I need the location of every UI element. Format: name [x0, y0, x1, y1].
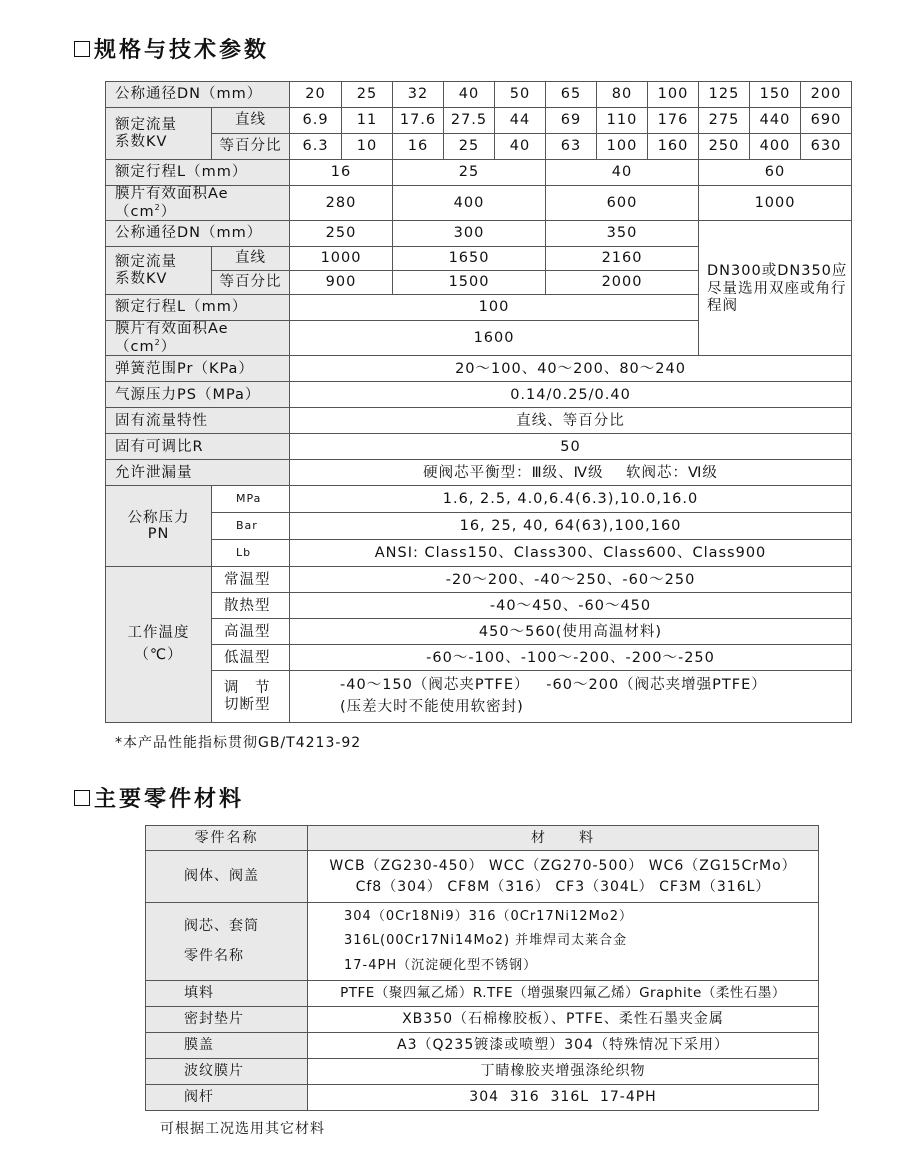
temp-type: 低温型 [212, 645, 290, 671]
table-row-leak [106, 460, 852, 486]
stroke2-label: 额定行程L（mm） [106, 295, 290, 321]
temp-value: -60～-100、-100～-200、-200～-250 [290, 645, 852, 671]
material-line: Cf8（304） CF8M（316） CF3（304L） CF3M（316L） [355, 878, 771, 895]
temp-type: 高温型 [212, 619, 290, 645]
kv2-cell: 1000 [290, 247, 393, 271]
section-title-text: 主要零件材料 [94, 787, 245, 812]
dn-cell: 100 [648, 82, 699, 108]
dn-cell: 20 [290, 82, 342, 108]
table-row [146, 851, 819, 903]
table-row-air [106, 382, 852, 408]
stroke-cell: 60 [699, 160, 852, 186]
kv-cell: 400 [750, 134, 801, 160]
stroke-cell: 40 [546, 160, 699, 186]
part-name: 膜盖 [146, 1033, 308, 1059]
spring-label: 弹簧范围Pr（KPa） [106, 356, 290, 382]
pn-unit: Bar [212, 513, 290, 540]
table-row-temp [106, 593, 852, 619]
material-value: 304 316 316L 17-4PH [308, 1085, 819, 1111]
kv2-cell: 2160 [546, 247, 699, 271]
table-row-temp [106, 567, 852, 593]
material-value [308, 903, 819, 981]
spec-table [105, 81, 852, 723]
part-name: 填料 [146, 981, 308, 1007]
table-row-pn [106, 486, 852, 513]
dn-cell: 150 [750, 82, 801, 108]
stroke2-cell: 100 [290, 295, 699, 321]
table-row-pn [106, 540, 852, 567]
kv-cell: 63 [546, 134, 597, 160]
dn-cell: 200 [801, 82, 852, 108]
air-label: 气源压力PS（MPa） [106, 382, 290, 408]
table-row [146, 1059, 819, 1085]
kv-cell: 17.6 [393, 108, 444, 134]
kv-cell: 27.5 [444, 108, 495, 134]
dn-cell: 65 [546, 82, 597, 108]
material-value: PTFE（聚四氟乙烯）R.TFE（增强聚四氟乙烯）Graphite（柔性石墨） [308, 981, 819, 1007]
checkbox-square-icon [74, 790, 90, 806]
part-name: 波纹膜片 [146, 1059, 308, 1085]
table-header-row [146, 826, 819, 851]
dn-cell: 125 [699, 82, 750, 108]
header-material: 材 料 [308, 826, 819, 851]
material-value: A3（Q235镀漆或喷塑）304（特殊情况下采用） [308, 1033, 819, 1059]
kv-cell: 16 [393, 134, 444, 160]
dn2-label: 公称通径DN（mm） [106, 221, 290, 247]
area-label: 膜片有效面积$Ae(cm^2)$ [106, 186, 290, 221]
table-row [146, 903, 819, 981]
temp-type: 散热型 [212, 593, 290, 619]
range-value: 50 [290, 434, 852, 460]
temp-value: 450～560(使用高温材料) [290, 619, 852, 645]
table-row-flowchar [106, 408, 852, 434]
cutoff-type: 调 节 切断型 [212, 671, 290, 723]
kv-cell: 110 [597, 108, 648, 134]
eqp-label: 等百分比 [212, 271, 290, 295]
eqp-label: 等百分比 [212, 134, 290, 160]
area-cell: 1000 [699, 186, 852, 221]
table-row-stroke [106, 160, 852, 186]
table-row-kv-linear [106, 108, 852, 134]
temp-label: 工作温度 （℃） [106, 567, 212, 723]
table-row-kv-eqp [106, 134, 852, 160]
stroke-label: 额定行程L（mm） [106, 160, 290, 186]
kv-cell: 6.9 [290, 108, 342, 134]
kv-label: 额定流量 系数KV [106, 108, 212, 160]
dn300-note: DN300或DN350应尽量选用双座或角行程阀 [699, 221, 852, 356]
table-row [146, 1085, 819, 1111]
table-row-range [106, 434, 852, 460]
kv-cell: 630 [801, 134, 852, 160]
dn-cell: 80 [597, 82, 648, 108]
table-row-dn2 [106, 221, 852, 247]
kv-cell: 690 [801, 108, 852, 134]
dn-cell: 40 [444, 82, 495, 108]
table-row-dn [106, 82, 852, 108]
flowchar-label: 固有流量特性 [106, 408, 290, 434]
section-title-spec [74, 33, 269, 64]
kv-cell: 10 [342, 134, 393, 160]
kv-cell: 11 [342, 108, 393, 134]
material-value [308, 851, 819, 903]
flowchar-value: 直线、等百分比 [290, 408, 852, 434]
area2-label: 膜片有效面积$Ae(cm^2)$ [106, 321, 290, 356]
table-row [146, 1007, 819, 1033]
linear-label: 直线 [212, 247, 290, 271]
kv-cell: 69 [546, 108, 597, 134]
temp-value: -40～450、-60～450 [290, 593, 852, 619]
kv2-cell: 1500 [393, 271, 546, 295]
part-name: 阀杆 [146, 1085, 308, 1111]
material-value: 丁睛橡胶夹增强涤纶织物 [308, 1059, 819, 1085]
dn2-cell: 250 [290, 221, 393, 247]
dn2-cell: 350 [546, 221, 699, 247]
pn-label: 公称压力 PN [106, 486, 212, 567]
temp-type: 常温型 [212, 567, 290, 593]
kv-cell: 176 [648, 108, 699, 134]
dn-cell: 32 [393, 82, 444, 108]
dn-cell: 50 [495, 82, 546, 108]
pn-value: ANSI: Class150、Class300、Class600、Class900 [290, 540, 852, 567]
kv-cell: 440 [750, 108, 801, 134]
kv-cell: 160 [648, 134, 699, 160]
material-line: 316L(00Cr17Ni14Mo2) 并堆焊司太莱合金 [344, 933, 628, 949]
pn-unit: MPa [212, 486, 290, 513]
table-row-area [106, 186, 852, 221]
dn-label: 公称通径DN（mm） [106, 82, 290, 108]
cutoff-value: -40～150（阀芯夹PTFE） -60～200（阀芯夹增强PTFE） (压差大时不能使用软密封) [290, 671, 852, 723]
kv2-cell: 1650 [393, 247, 546, 271]
pn-unit: Lb [212, 540, 290, 567]
kv2-label: 额定流量 系数KV [106, 247, 212, 295]
spring-value: 20～100、40～200、80～240 [290, 356, 852, 382]
table-row [146, 981, 819, 1007]
material-line: WCB（ZG230-450） WCC（ZG270-500） WC6（ZG15CrMo） [329, 858, 797, 875]
dn-cell: 25 [342, 82, 393, 108]
air-value: 0.14/0.25/0.40 [290, 382, 852, 408]
table-row-cutoff [106, 671, 852, 723]
linear-label: 直线 [212, 108, 290, 134]
area-cell: 400 [393, 186, 546, 221]
part-name: 密封垫片 [146, 1007, 308, 1033]
footer-note: 可根据工况选用其它材料 [160, 1121, 325, 1137]
table-row-temp [106, 645, 852, 671]
dn2-cell: 300 [393, 221, 546, 247]
stroke-cell: 16 [290, 160, 393, 186]
table-row-pn [106, 513, 852, 540]
kv-cell: 40 [495, 134, 546, 160]
kv-cell: 100 [597, 134, 648, 160]
table-row [146, 1033, 819, 1059]
material-line: 304（0Cr18Ni9）316（0Cr17Ni12Mo2） [344, 909, 634, 925]
kv-cell: 6.3 [290, 134, 342, 160]
part-name: 阀体、阀盖 [146, 851, 308, 903]
material-line: 17-4PH（沉淀硬化型不锈钢） [344, 957, 538, 973]
pn-value: 1.6, 2.5, 4.0,6.4(6.3),10.0,16.0 [290, 486, 852, 513]
kv-cell: 275 [699, 108, 750, 134]
area2-cell: 1600 [290, 321, 699, 356]
part-name: 阀芯、套筒 零件名称 [146, 903, 308, 981]
kv2-cell: 900 [290, 271, 393, 295]
checkbox-square-icon [74, 41, 90, 57]
kv-cell: 25 [444, 134, 495, 160]
header-part-name: 零件名称 [146, 826, 308, 851]
stroke-cell: 25 [393, 160, 546, 186]
kv-cell: 44 [495, 108, 546, 134]
material-value: XB350（石棉橡胶板）、PTFE、柔性石墨夹金属 [308, 1007, 819, 1033]
area-cell: 600 [546, 186, 699, 221]
standard-note: *本产品性能指标贯彻GB/T4213-92 [115, 735, 362, 751]
table-row-spring [106, 356, 852, 382]
section-title-text: 规格与技术参数 [94, 38, 270, 63]
area-cell: 280 [290, 186, 393, 221]
pn-value: 16, 25, 40, 64(63),100,160 [290, 513, 852, 540]
section-title-materials [74, 782, 244, 813]
kv-cell: 250 [699, 134, 750, 160]
table-row-temp [106, 619, 852, 645]
leak-value: 硬阀芯平衡型：Ⅲ级、Ⅳ级 软阀芯：Ⅵ级 [290, 460, 852, 486]
materials-table [145, 825, 819, 1111]
range-label: 固有可调比R [106, 434, 290, 460]
temp-value: -20～200、-40～250、-60～250 [290, 567, 852, 593]
leak-label: 允许泄漏量 [106, 460, 290, 486]
kv2-cell: 2000 [546, 271, 699, 295]
